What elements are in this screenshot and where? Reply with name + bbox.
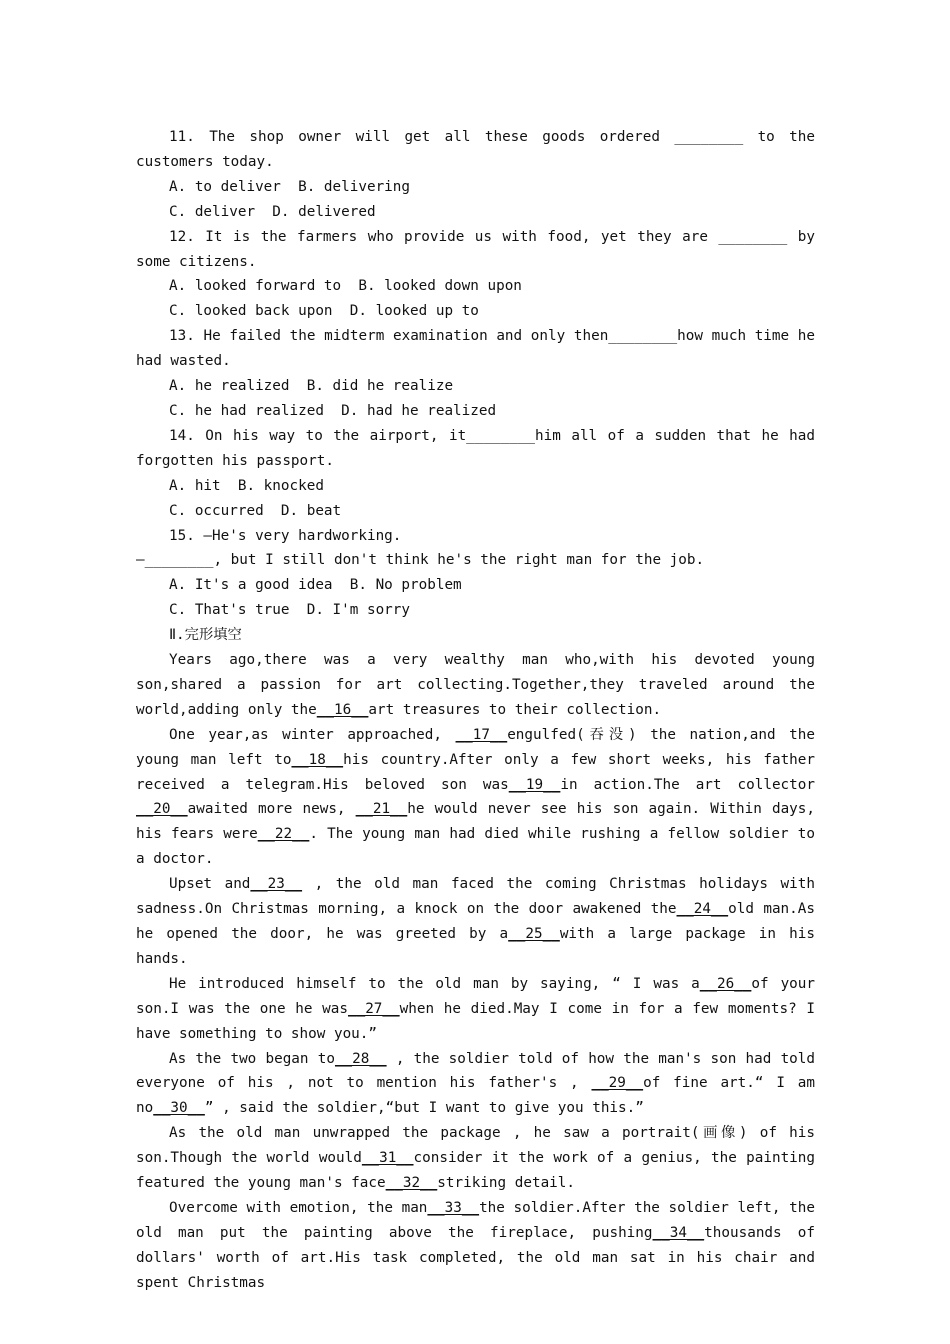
passage-paragraph (136, 872, 815, 972)
option-line: C. That's true D. I'm sorry (169, 602, 411, 619)
blank-number: __29__ (591, 1075, 644, 1092)
option-line: A. to deliver B. delivering (169, 178, 411, 195)
section-title: Ⅱ.完形填空 (169, 627, 242, 644)
multiple-choice-questions (136, 125, 815, 524)
passage-paragraph (136, 723, 815, 872)
blank-number: __26__ (699, 975, 752, 992)
option-line: C. occurred D. beat (169, 502, 342, 519)
passage-text: of your son.I was the one he was (136, 975, 816, 1017)
passage-text: As the two began to (169, 1050, 335, 1067)
passage-text: old man.As he opened the door, he was greeted by a (136, 901, 815, 942)
passage-paragraph (136, 648, 815, 723)
passage-text: art treasures to their collection. (368, 701, 662, 718)
question-stem: 14. On his way to the airport, it________him all of a sudden that he had forgotten his passport. (136, 427, 815, 469)
passage-text: . The young man had died while rushing a fellow soldier to a doctor. (136, 826, 816, 868)
question-stem: 15. —He's very hardworking. (169, 527, 402, 544)
passage-text: , the soldier told of how the man's son had told everyone of his , not to mention his father's , (136, 1050, 815, 1092)
blank-number: __24__ (676, 901, 729, 918)
blank-number: __20__ (136, 801, 188, 818)
option-line: C. deliver D. delivered (169, 203, 376, 220)
option-line: C. looked back upon D. looked up to (169, 303, 479, 320)
passage-text: he would never see his son again. Within days, his fears were (136, 801, 815, 843)
blank-number: __34__ (652, 1224, 705, 1241)
passage-text: Overcome with emotion, the man (169, 1199, 428, 1216)
blank-number: __19__ (508, 776, 561, 793)
blank-number: __21__ (355, 801, 408, 818)
blank-number: __31__ (361, 1150, 414, 1167)
question-item (136, 125, 815, 225)
blank-number: __28__ (334, 1050, 387, 1067)
passage-text: in action.The art collector (560, 776, 815, 793)
question-item (136, 424, 815, 524)
blank-number: __27__ (347, 1000, 400, 1017)
passage-text: He introduced himself to the old man by saying, “ I was a (169, 975, 700, 992)
question-reply: —________, but I still don't think he's the right man for the job. (136, 552, 705, 569)
passage-text: consider it the work of a genius, the painting featured the young man's face (136, 1150, 815, 1192)
question-stem: 12. It is the farmers who provide us with food, yet they are ________ by some citizens. (136, 228, 815, 270)
passage-text: Upset and (169, 876, 251, 893)
option-line: A. looked forward to B. looked down upon (169, 278, 522, 295)
question-item (136, 324, 815, 424)
document-page (136, 125, 815, 1296)
question-item (136, 225, 815, 325)
passage-paragraph (136, 1121, 815, 1196)
question-stem: 13. He failed the midterm examination and only then________how much time he had wasted. (136, 328, 815, 370)
option-line: A. he realized B. did he realize (169, 378, 454, 395)
blank-number: __25__ (508, 926, 560, 942)
blank-number: __33__ (427, 1199, 480, 1216)
passage-paragraph (136, 1047, 815, 1122)
passage-text: ” , said the soldier,“but I want to give you this.” (204, 1100, 644, 1117)
passage-paragraph (136, 972, 815, 1047)
blank-number: __30__ (153, 1100, 205, 1117)
passage-text: engulfed(吞没) the nation,and the young man left to (136, 726, 815, 768)
passage-text: of fine art.“ I am no (136, 1075, 815, 1117)
blank-number: __23__ (250, 876, 303, 893)
blank-number: __16__ (316, 701, 369, 718)
passage-text: thousands of dollars' worth of art.His task completed, the old man sat in his chair and spent Christmas (136, 1224, 815, 1291)
passage-text: awaited more news, (187, 801, 356, 818)
blank-number: __32__ (385, 1175, 438, 1192)
passage-paragraph (136, 1196, 815, 1296)
option-line: C. he had realized D. had he realized (169, 402, 497, 419)
question-15 (136, 524, 815, 624)
option-line: A. It's a good idea B. No problem (169, 577, 462, 594)
passage-text: , the old man faced the coming Christmas holidays with sadness.On Christmas morning, a knock on the door awakened the (136, 876, 815, 918)
passage-text: As the old man unwrapped the package , he saw a portrait(画像) of his son.Though the world would (136, 1125, 815, 1167)
option-line: A. hit B. knocked (169, 477, 324, 494)
blank-number: __22__ (257, 826, 310, 843)
cloze-passage (136, 648, 815, 1296)
question-stem: 11. The shop owner will get all these goods ordered ________ to the customers today. (136, 129, 815, 170)
blank-number: __18__ (291, 751, 344, 768)
passage-text: when he died.May I come in for a few moments? I have something to show you.” (136, 1000, 815, 1042)
passage-text: One year,as winter approached, (169, 726, 456, 743)
passage-text: his country.After only a few short weeks, his father received a telegram.His beloved son was (136, 751, 816, 793)
passage-text: the soldier.After the soldier left, the old man put the painting above the fireplace, pushing (136, 1199, 815, 1241)
passage-text: striking detail. (437, 1175, 576, 1192)
passage-text: Years ago,there was a very wealthy man who,with his devoted young son,shared a passion for art collecting.Together,they traveled around the world,adding only the (136, 652, 815, 718)
passage-text: with a large package in his hands. (136, 926, 815, 967)
blank-number: __17__ (455, 726, 508, 743)
